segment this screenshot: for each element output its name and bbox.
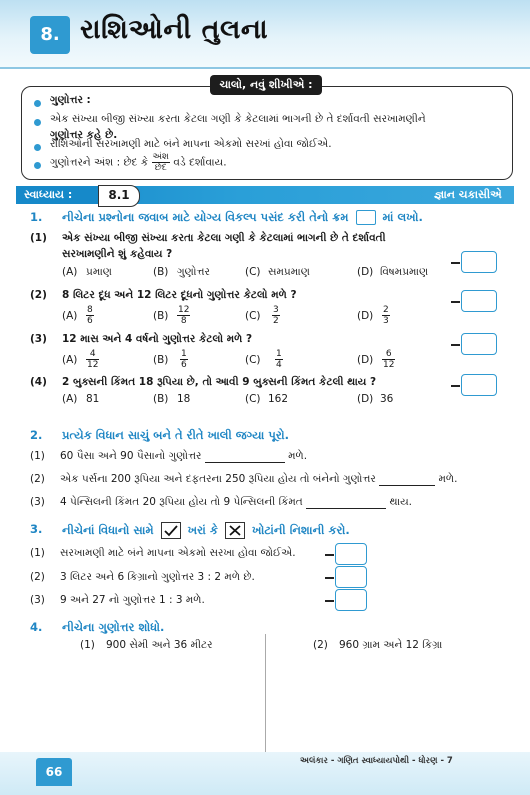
fraction-denominator: 6 xyxy=(181,360,187,370)
option-label: (B) xyxy=(153,393,169,405)
dash xyxy=(451,301,460,303)
statement-text: 9 અને 27 નો ગુણોત્તર 1 : 3 મળે. xyxy=(60,594,205,606)
column-divider xyxy=(265,634,266,752)
learn-ratio-text-end: વડે દર્શાવાય. xyxy=(173,156,227,169)
section-heading: પ્રત્યેક વિધાન સાચું બને તે રીતે ખાલી જગ્યા પૂરો. xyxy=(62,428,290,442)
question-stem: સરખામણીને શું કહેવાય ? xyxy=(62,248,173,260)
fraction-numerator: 4 xyxy=(86,349,99,360)
exercise-right-label: જ્ઞાન ચકાસીએ xyxy=(434,188,502,201)
fraction-numerator: 2 xyxy=(383,305,389,315)
answer-box[interactable] xyxy=(461,374,497,396)
item-number: (2) xyxy=(30,473,45,485)
fraction-denominator: 2 xyxy=(273,316,279,326)
option-fraction xyxy=(86,305,94,326)
option-text: 36 xyxy=(380,393,394,405)
option-text: વિષમપ્રમાણ xyxy=(380,266,429,278)
question-number: (2) xyxy=(30,289,47,301)
learn-item-text xyxy=(50,152,227,173)
question-number: (1) xyxy=(30,232,47,244)
item-text: 60 પૈસા અને 90 પૈસાનો ગુણોત્તર xyxy=(60,450,202,462)
fraction-numerator: 6 xyxy=(382,349,395,360)
statement-text: સરખામણી માટે બંને માપના એકમો સરખા હોવા જોઈએ. xyxy=(60,547,296,559)
learn-item-text: ગુણોત્તર કહે છે. xyxy=(50,129,118,141)
bullet-icon xyxy=(34,144,41,151)
section-heading xyxy=(62,522,350,539)
option-text: ગુણોત્તર xyxy=(177,266,210,278)
learn-tab: ચાલો, નવું શીખીએ : xyxy=(210,75,322,95)
option-label: (C) xyxy=(245,310,261,322)
fraction-numerator: 12 xyxy=(178,305,190,315)
option-text: 18 xyxy=(177,393,191,405)
option-label: (A) xyxy=(62,393,78,405)
fraction-denominator: 3 xyxy=(383,316,389,326)
section-number: 2. xyxy=(30,428,43,442)
item-text-end: થાય. xyxy=(389,496,413,508)
section-heading-text: ખરાં કે xyxy=(187,523,218,537)
blank-line[interactable] xyxy=(306,508,386,509)
header-divider xyxy=(0,67,530,69)
footer-text: અલંકાર - ગણિત સ્વાધ્યાયપોથી - ધોરણ - 7 xyxy=(300,756,453,766)
item-number: (3) xyxy=(30,496,45,508)
fraction-numerator: અંશ xyxy=(152,152,169,162)
fill-blank-item xyxy=(60,450,307,463)
fraction-numerator: 1 xyxy=(276,349,282,359)
option-fraction xyxy=(86,349,99,370)
answer-box[interactable] xyxy=(335,566,367,588)
option-label: (C) xyxy=(245,393,261,405)
fraction-numerator: 8 xyxy=(87,305,93,315)
section-heading-text: નીચેના પ્રશ્નોના જવાબ માટે યોગ્ય વિકલ્પ પસંદ કરી તેનો ક્રમ xyxy=(62,210,349,224)
answer-box[interactable] xyxy=(461,290,497,312)
chapter-number: 8. xyxy=(30,16,70,54)
item-number: (3) xyxy=(30,594,45,606)
answer-box-icon xyxy=(356,210,376,225)
dash xyxy=(451,385,460,387)
question-stem: 12 માસ અને 4 વર્ષનો ગુણોત્તર કેટલો મળે ? xyxy=(62,333,253,345)
answer-box[interactable] xyxy=(461,333,497,355)
fraction-numerator: 3 xyxy=(273,305,279,315)
question-number: (3) xyxy=(30,333,47,345)
option-fraction xyxy=(177,305,190,326)
option-label: (D) xyxy=(357,354,374,366)
fraction-numerator: 1 xyxy=(181,349,187,359)
option-fraction xyxy=(382,349,395,370)
option-fraction xyxy=(382,305,390,326)
item-text-end: મળે. xyxy=(288,450,308,462)
option-text: 162 xyxy=(268,393,289,405)
option-label: (D) xyxy=(357,310,374,322)
section-heading-text: નીચેનાં વિધાનો સામે xyxy=(62,523,154,537)
option-label: (A) xyxy=(62,266,78,278)
item-number: (1) xyxy=(80,639,95,651)
ratio-item-text: 900 સેમી અને 36 મીટર xyxy=(106,639,213,651)
answer-box[interactable] xyxy=(335,543,367,565)
ratio-fraction xyxy=(152,152,170,173)
answer-box[interactable] xyxy=(461,251,497,273)
section-heading: નીચેના ગુણોત્તર શોધો. xyxy=(62,620,165,634)
option-label: (C) xyxy=(245,354,261,366)
fraction-denominator: 6 xyxy=(87,316,93,326)
dash xyxy=(451,262,460,264)
option-label: (D) xyxy=(357,393,374,405)
question-stem: 2 બુક્સની કિંમત 18 રૂપિયા છે, તો આવી 9 બુક્સની કિંમત કેટલી થાય ? xyxy=(62,376,377,388)
option-label: (A) xyxy=(62,354,78,366)
learn-ratio-text: ગુણોત્તરને અંશ : છેદ કે xyxy=(50,156,149,169)
learn-item-text: રાશિઓની સરખામણી માટે બંને માપના એકમો સરખાં હોવા જોઈએ. xyxy=(50,138,332,150)
exercise-number: 8.1 xyxy=(98,185,140,207)
item-number: (1) xyxy=(30,547,45,559)
option-fraction xyxy=(275,349,283,370)
question-number: (4) xyxy=(30,376,47,388)
page-number: 66 xyxy=(36,758,72,786)
dash xyxy=(325,554,334,556)
cross-mark-icon xyxy=(225,522,245,539)
answer-box[interactable] xyxy=(335,589,367,611)
ratio-item-text: 960 ગ્રામ અને 12 કિગ્રા xyxy=(339,639,443,651)
statement-text: 3 લિટર અને 6 કિગ્રાનો ગુણોત્તર 3 : 2 મળે છે. xyxy=(60,571,255,583)
dash xyxy=(451,344,460,346)
fraction-denominator: 8 xyxy=(180,316,187,326)
item-number: (2) xyxy=(313,639,328,651)
blank-line[interactable] xyxy=(205,462,285,463)
section-heading-text: ખોટાંની નિશાની કરો. xyxy=(252,523,350,537)
section-heading-end: માં લખો. xyxy=(382,210,423,224)
section-number: 3. xyxy=(30,522,43,536)
bullet-icon xyxy=(34,162,41,169)
fraction-denominator: 12 xyxy=(383,360,395,370)
question-stem: એક સંખ્યા બીજી સંખ્યા કરતા કેટલા ગણી કે કેટલામાં ભાગની છે તે દર્શાવતી xyxy=(62,232,386,244)
item-number: (2) xyxy=(30,571,45,583)
option-label: (B) xyxy=(153,266,169,278)
option-label: (B) xyxy=(153,354,169,366)
option-label: (A) xyxy=(62,310,78,322)
fraction-denominator: છેદ xyxy=(154,163,167,173)
option-fraction xyxy=(272,305,280,326)
blank-line[interactable] xyxy=(379,485,435,486)
option-label: (B) xyxy=(153,310,169,322)
item-text: 4 પેન્સિલની કિંમત 20 રૂપિયા હોય તો 9 પેન્સિલની કિંમત xyxy=(60,496,303,508)
learn-item-label: ગુણોત્તર : xyxy=(50,94,91,106)
check-mark-icon xyxy=(161,522,181,539)
fraction-denominator: 4 xyxy=(276,360,282,370)
exercise-label: સ્વાધ્યાય : xyxy=(16,186,98,204)
option-text: સમપ્રમાણ xyxy=(268,266,310,278)
dash xyxy=(325,600,334,602)
option-label: (D) xyxy=(357,266,374,278)
learn-item-text: એક સંખ્યા બીજી સંખ્યા કરતા કેટલા ગણી કે કેટલામાં ભાગની છે તે દર્શાવતી સરખામણીને xyxy=(50,113,426,125)
option-text: 81 xyxy=(86,393,100,405)
section-number: 1. xyxy=(30,210,43,224)
section-heading xyxy=(62,210,423,225)
fraction-denominator: 12 xyxy=(87,360,99,370)
item-number: (1) xyxy=(30,450,45,462)
option-text: પ્રમાણ xyxy=(86,266,112,278)
fill-blank-item xyxy=(60,496,412,509)
item-text: એક પર્સના 200 રૂપિયા અને દફતરના 250 રૂપિયા હોય તો બંનેનો ગુણોત્તર xyxy=(60,473,376,485)
chapter-title: રાશિઓની તુલના xyxy=(80,14,269,45)
section-number: 4. xyxy=(30,620,43,634)
bullet-icon xyxy=(34,119,41,126)
question-stem: 8 લિટર દૂધ અને 12 લિટર દૂધનો ગુણોત્તર કેટલો મળે ? xyxy=(62,289,297,301)
bullet-icon xyxy=(34,100,41,107)
option-label: (C) xyxy=(245,266,261,278)
option-fraction xyxy=(180,349,188,370)
item-text-end: મળે. xyxy=(438,473,458,485)
dash xyxy=(325,577,334,579)
fill-blank-item xyxy=(60,473,457,486)
